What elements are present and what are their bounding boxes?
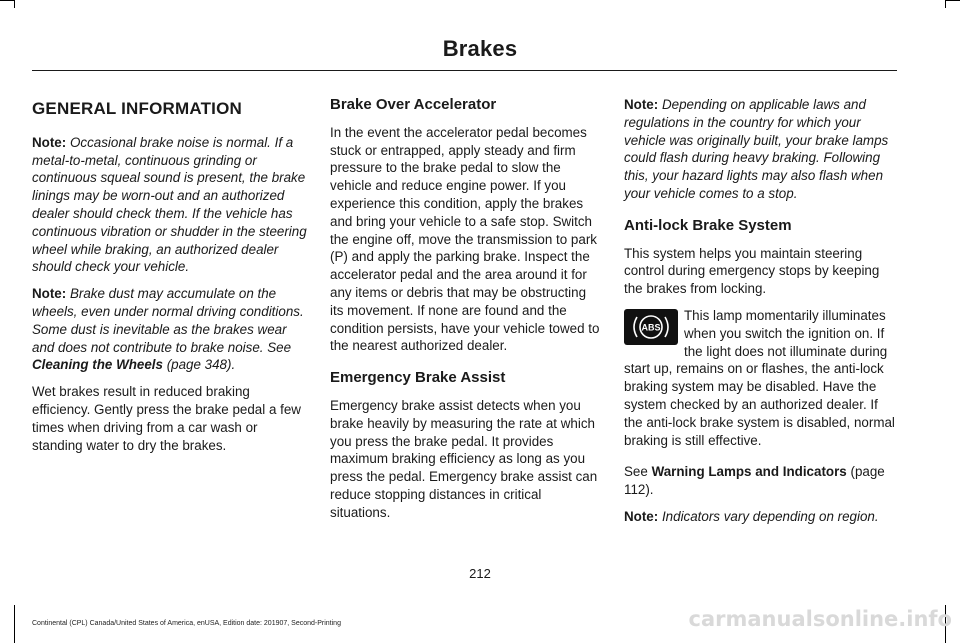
paragraph-brake-over-accelerator: In the event the accelerator pedal becomes stuck or entrapped, apply steady and firm pressure to the brake pedal to slow the vehicle and reduce engine power. If you experience this condition, apply the brakes and bring your vehicle to a safe stop. Switch the engine off, move the transmission to park (P) and apply the parking brake. Inspect the accelerator pedal and the area around it for any items or debris that may be obstructing its movement. If none are found and the condition persists, have your vehicle towed to the nearest authorized dealer. bbox=[330, 124, 600, 354]
see-reference: See Warning Lamps and Indicators (page 112). bbox=[624, 464, 885, 498]
crop-mark bbox=[0, 0, 14, 1]
page-number: 212 bbox=[469, 566, 491, 581]
column-middle bbox=[330, 96, 602, 531]
paragraph-abs-lamp: ABS This lamp momentarily illuminates when you switch the ignition on. If the light does not illuminate during start up, remains on or flashes, the anti-lock braking system may be disabled. Have the system checked by an authorized dealer. If the anti-lock brake system is disabled, normal braking is still effective. bbox=[624, 307, 895, 448]
paragraph-wet-brakes: Wet brakes result in reduced braking efficiency. Gently press the brake pedal a few times when driving from a car wash or standing water to dry the brakes. bbox=[32, 384, 301, 453]
note-brake-dust: Note: Brake dust may accumulate on the wheels, even under normal driving conditions. Some dust is inevitable as the brakes wear and does not contribute to brake noise. See Cleaning the Wheels (page 348). bbox=[32, 286, 304, 373]
header-divider bbox=[32, 70, 897, 71]
note-indicators: Note: Indicators vary depending on region. bbox=[624, 508, 879, 524]
abs-warning-lamp-icon bbox=[624, 309, 678, 345]
page-title: Brakes bbox=[442, 36, 518, 61]
edition-footer: Continental (CPL) Canada/United States of America, enUSA, Edition date: 201907, Second-Printing bbox=[32, 620, 341, 627]
crop-mark bbox=[14, 0, 15, 8]
note-brake-noise: Note: Occasional brake noise is normal. If a metal-to-metal, continuous grinding or continuous squeal sound is present, the brake linings may be worn-out and an authorized dealer should check them. If the vehicle has continuous vibration or shudder in the steering wheel while braking, an authorized dealer should check your vehicle. bbox=[32, 134, 307, 275]
crop-mark bbox=[945, 0, 946, 8]
link-cleaning-the-wheels[interactable]: Cleaning the Wheels bbox=[32, 357, 163, 373]
crop-mark bbox=[14, 605, 15, 643]
column-right bbox=[624, 96, 897, 535]
column-left bbox=[32, 96, 308, 463]
abs-icon-label: ABS bbox=[641, 322, 661, 333]
watermark: carmanualsonline.info bbox=[688, 607, 952, 631]
abs-icon bbox=[627, 311, 675, 343]
crop-mark bbox=[946, 0, 960, 1]
section-heading-brake-over-accelerator: Brake Over Accelerator bbox=[330, 96, 497, 113]
link-warning-lamps-and-indicators[interactable]: Warning Lamps and Indicators bbox=[651, 464, 847, 480]
section-heading-general-information: GENERAL INFORMATION bbox=[32, 99, 242, 118]
note-brake-lamps: Note: Depending on applicable laws and regulations in the country for which your vehicle was originally built, your brake lamps could flash during heavy braking. Following this, your hazard lights may also flash when your vehicle comes to a stop. bbox=[624, 97, 889, 201]
section-heading-anti-lock-brake-system: Anti-lock Brake System bbox=[624, 216, 792, 234]
section-heading-emergency-brake-assist: Emergency Brake Assist bbox=[330, 369, 506, 387]
paragraph-abs-intro: This system helps you maintain steering control during emergency stops by keeping the brakes from locking. bbox=[624, 245, 880, 297]
paragraph-emergency-brake-assist: Emergency brake assist detects when you brake heavily by measuring the rate at which you press the brake pedal. It provides maximum braking efficiency as long as you press the pedal. Emergency brake assist can reduce stopping distances in critical situations. bbox=[330, 397, 598, 520]
